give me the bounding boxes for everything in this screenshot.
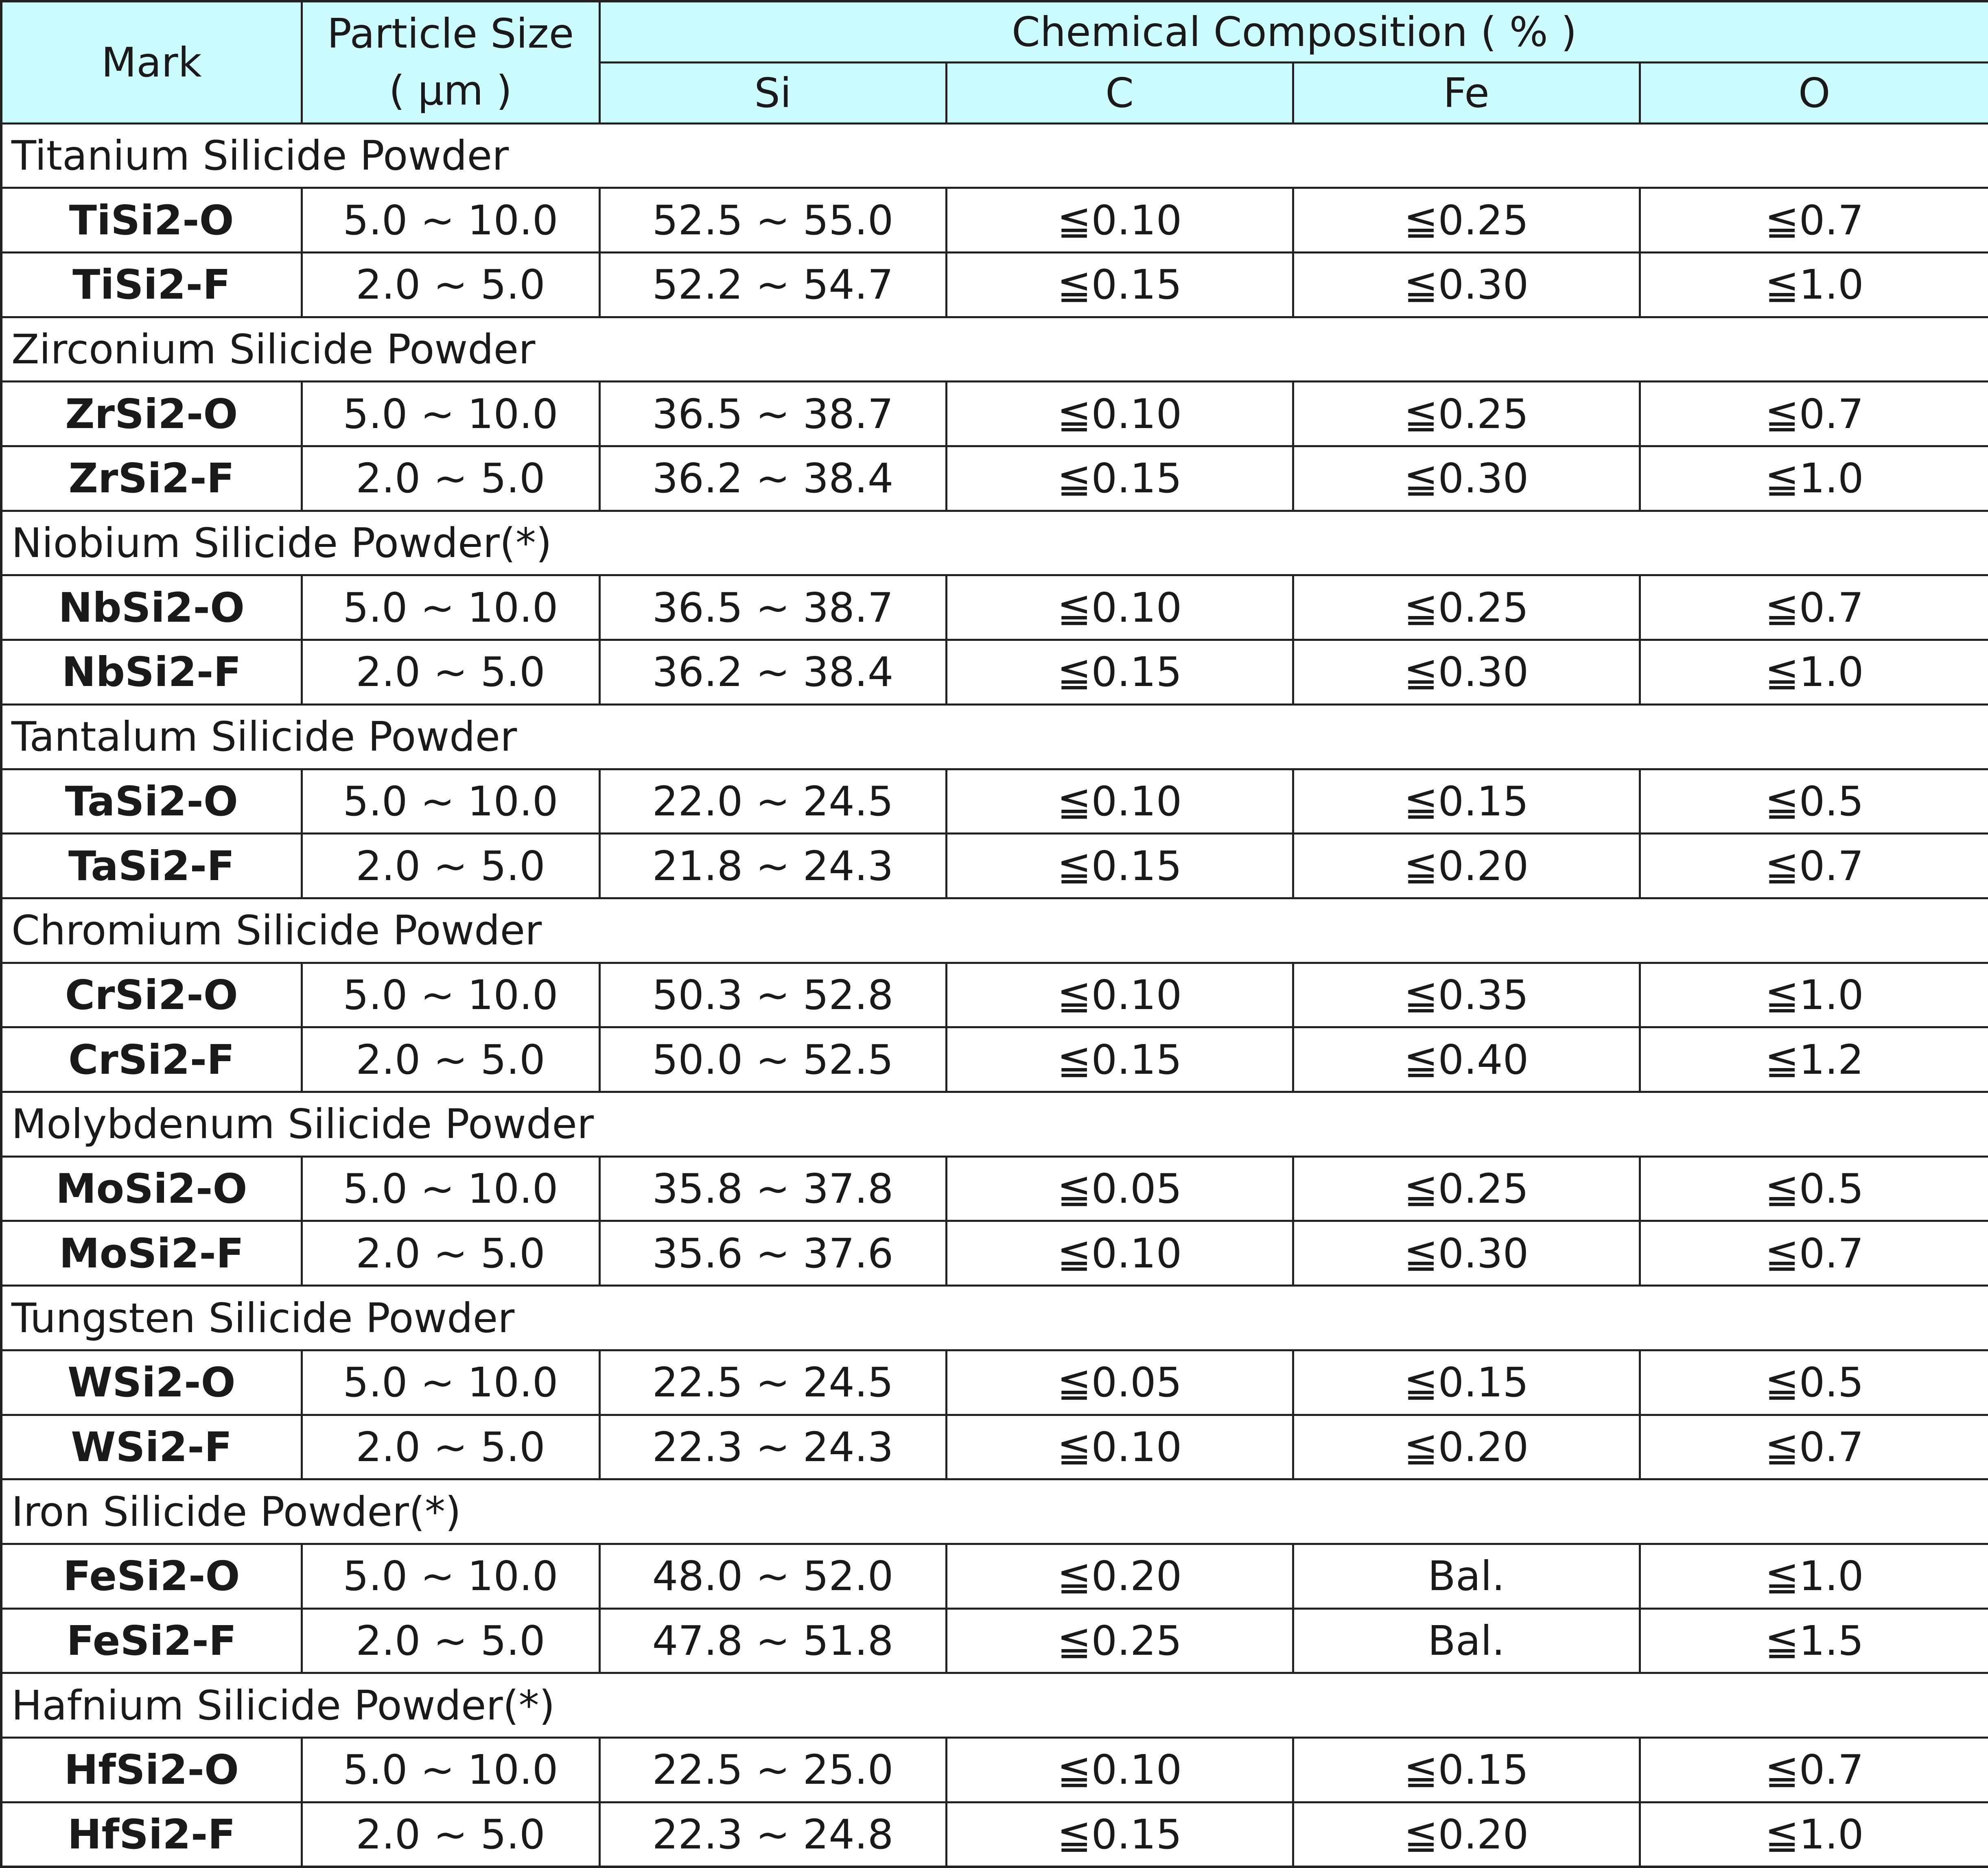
cell-fe: ≦0.30 [1293, 446, 1640, 511]
cell-c: ≦0.20 [946, 1544, 1293, 1608]
table-row [1, 1544, 1988, 1608]
cell-mark: TaSi2-O [1, 769, 302, 834]
group-header-row [1, 1479, 1988, 1544]
cell-o: ≦1.2 [1640, 1027, 1988, 1092]
cell-o: ≦0.7 [1640, 382, 1988, 446]
cell-particle-size: 2.0 ~ 5.0 [302, 1221, 599, 1286]
cell-particle-size: 5.0 ~ 10.0 [302, 963, 599, 1027]
cell-c: ≦0.05 [946, 1350, 1293, 1415]
cell-particle-size: 2.0 ~ 5.0 [302, 252, 599, 317]
table-row [1, 1415, 1988, 1479]
cell-particle-size: 2.0 ~ 5.0 [302, 1608, 599, 1673]
cell-o: ≦0.7 [1640, 575, 1988, 640]
cell-o: ≦0.7 [1640, 188, 1988, 253]
cell-c: ≦0.10 [946, 1415, 1293, 1479]
cell-mark: MoSi2-F [1, 1221, 302, 1286]
cell-particle-size: 2.0 ~ 5.0 [302, 1027, 599, 1092]
group-header-row [1, 317, 1988, 382]
cell-o: ≦0.5 [1640, 769, 1988, 834]
cell-si: 47.8 ~ 51.8 [599, 1608, 946, 1673]
cell-c: ≦0.10 [946, 1738, 1293, 1802]
cell-fe: ≦0.15 [1293, 1350, 1640, 1415]
table-row [1, 834, 1988, 898]
cell-fe: Bal. [1293, 1544, 1640, 1608]
cell-fe: ≦0.20 [1293, 834, 1640, 898]
table-row [1, 1156, 1988, 1221]
cell-c: ≦0.15 [946, 1802, 1293, 1867]
cell-particle-size: 5.0 ~ 10.0 [302, 188, 599, 253]
table-header [1, 1, 1988, 123]
cell-o: ≦0.7 [1640, 1738, 1988, 1802]
cell-fe: ≦0.15 [1293, 769, 1640, 834]
cell-fe: ≦0.30 [1293, 640, 1640, 705]
table-row [1, 188, 1988, 253]
cell-fe: Bal. [1293, 1608, 1640, 1673]
group-title: Chromium Silicide Powder [1, 898, 1988, 963]
cell-si: 35.6 ~ 37.6 [599, 1221, 946, 1286]
table-row [1, 1221, 1988, 1286]
group-title: Tungsten Silicide Powder [1, 1286, 1988, 1350]
cell-particle-size: 2.0 ~ 5.0 [302, 640, 599, 705]
cell-mark: HfSi2-O [1, 1738, 302, 1802]
group-header-row [1, 898, 1988, 963]
cell-si: 35.8 ~ 37.8 [599, 1156, 946, 1221]
header-particle-size-line2: ( μm ) [389, 67, 512, 115]
table-row [1, 1350, 1988, 1415]
cell-particle-size: 5.0 ~ 10.0 [302, 382, 599, 446]
cell-o: ≦1.0 [1640, 1802, 1988, 1867]
cell-si: 36.2 ~ 38.4 [599, 446, 946, 511]
cell-fe: ≦0.25 [1293, 382, 1640, 446]
group-header-row [1, 1286, 1988, 1350]
header-si: Si [599, 62, 946, 123]
cell-c: ≦0.15 [946, 640, 1293, 705]
table-row [1, 1802, 1988, 1867]
cell-c: ≦0.10 [946, 963, 1293, 1027]
cell-particle-size: 5.0 ~ 10.0 [302, 1350, 599, 1415]
cell-particle-size: 5.0 ~ 10.0 [302, 575, 599, 640]
cell-o: ≦1.0 [1640, 963, 1988, 1027]
cell-o: ≦0.7 [1640, 1221, 1988, 1286]
cell-c: ≦0.10 [946, 575, 1293, 640]
cell-c: ≦0.15 [946, 1027, 1293, 1092]
cell-o: ≦1.0 [1640, 1544, 1988, 1608]
header-particle-size-line1: Particle Size [327, 10, 574, 58]
group-title: Iron Silicide Powder(*) [1, 1479, 1988, 1544]
cell-si: 36.2 ~ 38.4 [599, 640, 946, 705]
cell-fe: ≦0.30 [1293, 252, 1640, 317]
cell-mark: MoSi2-O [1, 1156, 302, 1221]
group-header-row [1, 511, 1988, 575]
cell-si: 36.5 ~ 38.7 [599, 382, 946, 446]
group-header-row [1, 123, 1988, 188]
header-particle-size [302, 1, 599, 123]
cell-fe: ≦0.25 [1293, 188, 1640, 253]
cell-si: 22.3 ~ 24.3 [599, 1415, 946, 1479]
cell-mark: HfSi2-F [1, 1802, 302, 1867]
table-row [1, 382, 1988, 446]
cell-mark: TiSi2-O [1, 188, 302, 253]
cell-mark: TaSi2-F [1, 834, 302, 898]
table-row [1, 1738, 1988, 1802]
table-row [1, 963, 1988, 1027]
table-row [1, 640, 1988, 705]
cell-particle-size: 2.0 ~ 5.0 [302, 1415, 599, 1479]
cell-c: ≦0.15 [946, 252, 1293, 317]
cell-c: ≦0.10 [946, 769, 1293, 834]
header-c: C [946, 62, 1293, 123]
cell-fe: ≦0.25 [1293, 1156, 1640, 1221]
cell-particle-size: 5.0 ~ 10.0 [302, 1156, 599, 1221]
group-title: Zirconium Silicide Powder [1, 317, 1988, 382]
cell-mark: CrSi2-O [1, 963, 302, 1027]
cell-fe: ≦0.15 [1293, 1738, 1640, 1802]
cell-particle-size: 5.0 ~ 10.0 [302, 1544, 599, 1608]
group-title: Titanium Silicide Powder [1, 123, 1988, 188]
cell-si: 52.2 ~ 54.7 [599, 252, 946, 317]
table-row [1, 1027, 1988, 1092]
cell-o: ≦0.7 [1640, 834, 1988, 898]
group-title: Niobium Silicide Powder(*) [1, 511, 1988, 575]
header-chemical-composition: Chemical Composition ( % ) [599, 1, 1988, 62]
cell-fe: ≦0.25 [1293, 575, 1640, 640]
cell-si: 22.5 ~ 24.5 [599, 1350, 946, 1415]
cell-o: ≦0.5 [1640, 1350, 1988, 1415]
cell-particle-size: 2.0 ~ 5.0 [302, 1802, 599, 1867]
header-mark: Mark [1, 1, 302, 123]
cell-mark: WSi2-O [1, 1350, 302, 1415]
cell-mark: NbSi2-F [1, 640, 302, 705]
cell-fe: ≦0.20 [1293, 1802, 1640, 1867]
cell-si: 22.0 ~ 24.5 [599, 769, 946, 834]
cell-c: ≦0.15 [946, 834, 1293, 898]
cell-particle-size: 2.0 ~ 5.0 [302, 446, 599, 511]
group-title: Molybdenum Silicide Powder [1, 1092, 1988, 1157]
cell-c: ≦0.10 [946, 188, 1293, 253]
cell-o: ≦0.7 [1640, 1415, 1988, 1479]
table-row [1, 769, 1988, 834]
cell-particle-size: 5.0 ~ 10.0 [302, 1738, 599, 1802]
table-row [1, 575, 1988, 640]
cell-si: 22.3 ~ 24.8 [599, 1802, 946, 1867]
cell-si: 48.0 ~ 52.0 [599, 1544, 946, 1608]
cell-c: ≦0.10 [946, 382, 1293, 446]
cell-c: ≦0.10 [946, 1221, 1293, 1286]
header-fe: Fe [1293, 62, 1640, 123]
cell-mark: WSi2-F [1, 1415, 302, 1479]
cell-mark: FeSi2-O [1, 1544, 302, 1608]
cell-fe: ≦0.30 [1293, 1221, 1640, 1286]
group-title: Hafnium Silicide Powder(*) [1, 1673, 1988, 1738]
group-header-row [1, 1673, 1988, 1738]
cell-o: ≦1.0 [1640, 446, 1988, 511]
cell-o: ≦1.5 [1640, 1608, 1988, 1673]
cell-o: ≦1.0 [1640, 640, 1988, 705]
cell-o: ≦1.0 [1640, 252, 1988, 317]
cell-c: ≦0.25 [946, 1608, 1293, 1673]
cell-mark: ZrSi2-O [1, 382, 302, 446]
cell-particle-size: 5.0 ~ 10.0 [302, 769, 599, 834]
cell-si: 50.3 ~ 52.8 [599, 963, 946, 1027]
cell-particle-size: 2.0 ~ 5.0 [302, 834, 599, 898]
cell-mark: FeSi2-F [1, 1608, 302, 1673]
cell-mark: NbSi2-O [1, 575, 302, 640]
cell-c: ≦0.05 [946, 1156, 1293, 1221]
cell-si: 22.5 ~ 25.0 [599, 1738, 946, 1802]
table-row [1, 252, 1988, 317]
group-title: Tantalum Silicide Powder [1, 704, 1988, 769]
cell-mark: CrSi2-F [1, 1027, 302, 1092]
table-body [1, 123, 1988, 1867]
cell-o: ≦0.5 [1640, 1156, 1988, 1221]
cell-fe: ≦0.40 [1293, 1027, 1640, 1092]
cell-mark: TiSi2-F [1, 252, 302, 317]
group-header-row [1, 704, 1988, 769]
table-row [1, 446, 1988, 511]
cell-fe: ≦0.20 [1293, 1415, 1640, 1479]
cell-c: ≦0.15 [946, 446, 1293, 511]
cell-si: 21.8 ~ 24.3 [599, 834, 946, 898]
cell-si: 50.0 ~ 52.5 [599, 1027, 946, 1092]
header-o: O [1640, 62, 1988, 123]
group-header-row [1, 1092, 1988, 1157]
cell-si: 52.5 ~ 55.0 [599, 188, 946, 253]
table-row [1, 1608, 1988, 1673]
cell-fe: ≦0.35 [1293, 963, 1640, 1027]
cell-mark: ZrSi2-F [1, 446, 302, 511]
cell-si: 36.5 ~ 38.7 [599, 575, 946, 640]
